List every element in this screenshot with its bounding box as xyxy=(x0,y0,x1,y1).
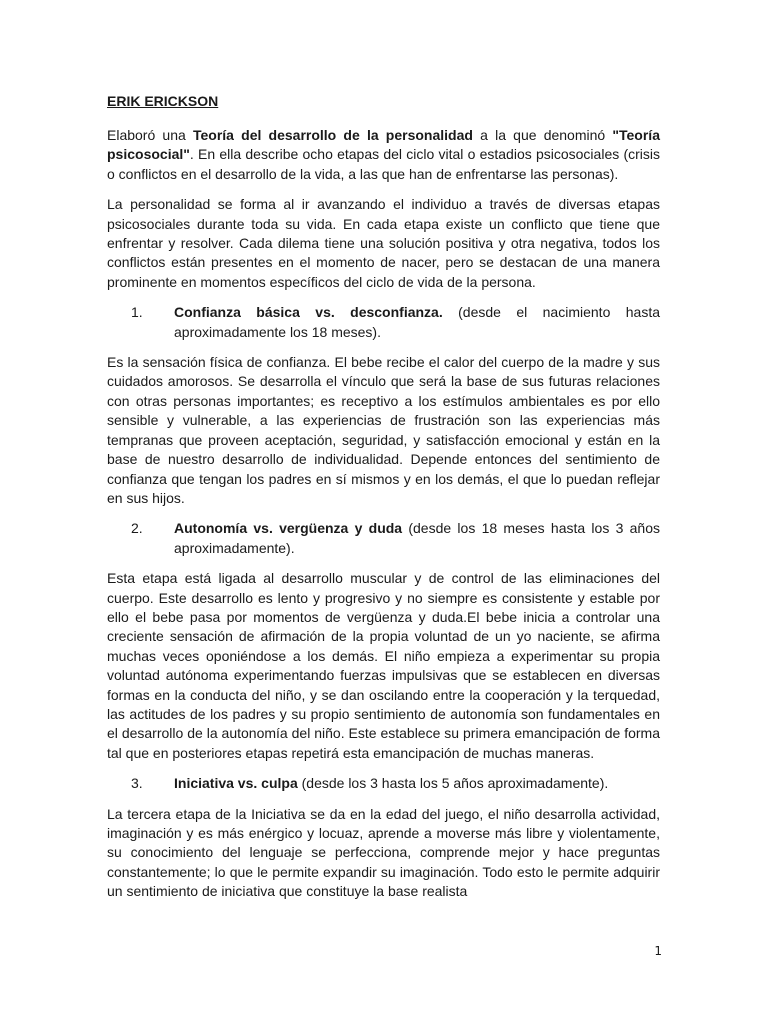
intro-paragraph: Elaboró una Teoría del desarrollo de la personalidad a la que denominó "Teoría psicosocial". En ella describe ocho etapas del ciclo vital o estadios psicosociales (crisis o conflictos en el desarrollo de la vida, a las que han de enfrentarse las personas). xyxy=(107,127,660,182)
theory-name: Teoría del desarrollo de la personalidad xyxy=(192,127,473,143)
stage-heading: 1. Confianza básica vs. desconfianza. (desde el nacimiento hasta aproximadamente los 18 meses). xyxy=(107,303,660,342)
stage-heading: 3. Iniciativa vs. culpa (desde los 3 hasta los 5 años aproximadamente). xyxy=(107,774,660,793)
page-number: 1 xyxy=(654,944,662,958)
stage-number: 1. xyxy=(131,304,143,321)
theory-alias: "Teoría psicosocial" xyxy=(107,127,660,163)
stage-description: Es la sensación física de confianza. El bebe recibe el calor del cuerpo de la madre y sus cuidados amorosos. Se desarrolla el vínculo que será la base de sus futuras relaciones con otras personas importantes; es receptivo a los estímulos ambientales es por ello sensible y vulnerable, a las experiencias de frustración son las experiencias más tempranas que proveen aceptación, seguridad, y satisfacción emocional y están en la base de nuestro desarrollo de individualidad. Depende entonces del sentimiento de confianza que tengan los padres en sí mismos y en los demás, el que lo puedan reflejar en sus hijos. xyxy=(107,354,660,506)
stage-description: Esta etapa está ligada al desarrollo muscular y de control de las eliminaciones del cuerpo. Este desarrollo es lento y progresivo y no siempre es consistente y estable por ello el bebe pasa por momentos de vergüenza y duda.El bebe inicia a controlar una creciente sensación de afirmación de la propia voluntad de un yo naciente, se afirma muchas veces oponiéndose a los demás. El niño empieza a experimentar su propia voluntad autónoma experimentando fuerzas impulsivas que se establecen en diversas formas en la conducta del niño, y se dan oscilando entre la cooperación y la terquedad, las actitudes de los padres y su propio sentimiento de autonomía son fundamentales en el desarrollo de la autonomía del niño. Este establece su primera emancipación de forma tal que en posteriores etapas repetirá esta emancipación de muchas maneras. xyxy=(107,570,660,761)
personality-paragraph: La personalidad se forma al ir avanzando el individuo a través de diversas etapas psicosociales durante toda su vida. En cada etapa existe un conflicto que tiene que enfrentar y resolver. Cada dilema tiene una solución positiva y otra negativa, todos los conflictos están presentes en el momento de nacer, pero se destacan de una manera prominente en momentos específicos del ciclo de vida de la persona. xyxy=(107,196,660,290)
stage-description: La tercera etapa de la Iniciativa se da en la edad del juego, el niño desarrolla actividad, imaginación y es más enérgico y locuaz, aprende a moverse más libre y violentamente, su conocimiento del lenguaje se perfecciona, comprende mejor y hace preguntas constantemente; lo que le permite expandir su imaginación. Todo esto le permite adquirir un sentimiento de iniciativa que constituye la base realista xyxy=(107,805,660,900)
stage-number: 2. xyxy=(131,520,143,537)
document-title: ERIK ERICKSON xyxy=(107,93,219,109)
stage-number: 3. xyxy=(131,775,143,792)
stage-title: Autonomía vs. vergüenza y duda xyxy=(174,520,403,537)
stage-heading: 2. Autonomía vs. vergüenza y duda (desde los 18 meses hasta los 3 años aproximadamente). xyxy=(107,519,660,558)
stage-title: Confianza básica vs. desconfianza. xyxy=(174,304,443,321)
stage-title: Iniciativa vs. culpa xyxy=(174,775,298,792)
